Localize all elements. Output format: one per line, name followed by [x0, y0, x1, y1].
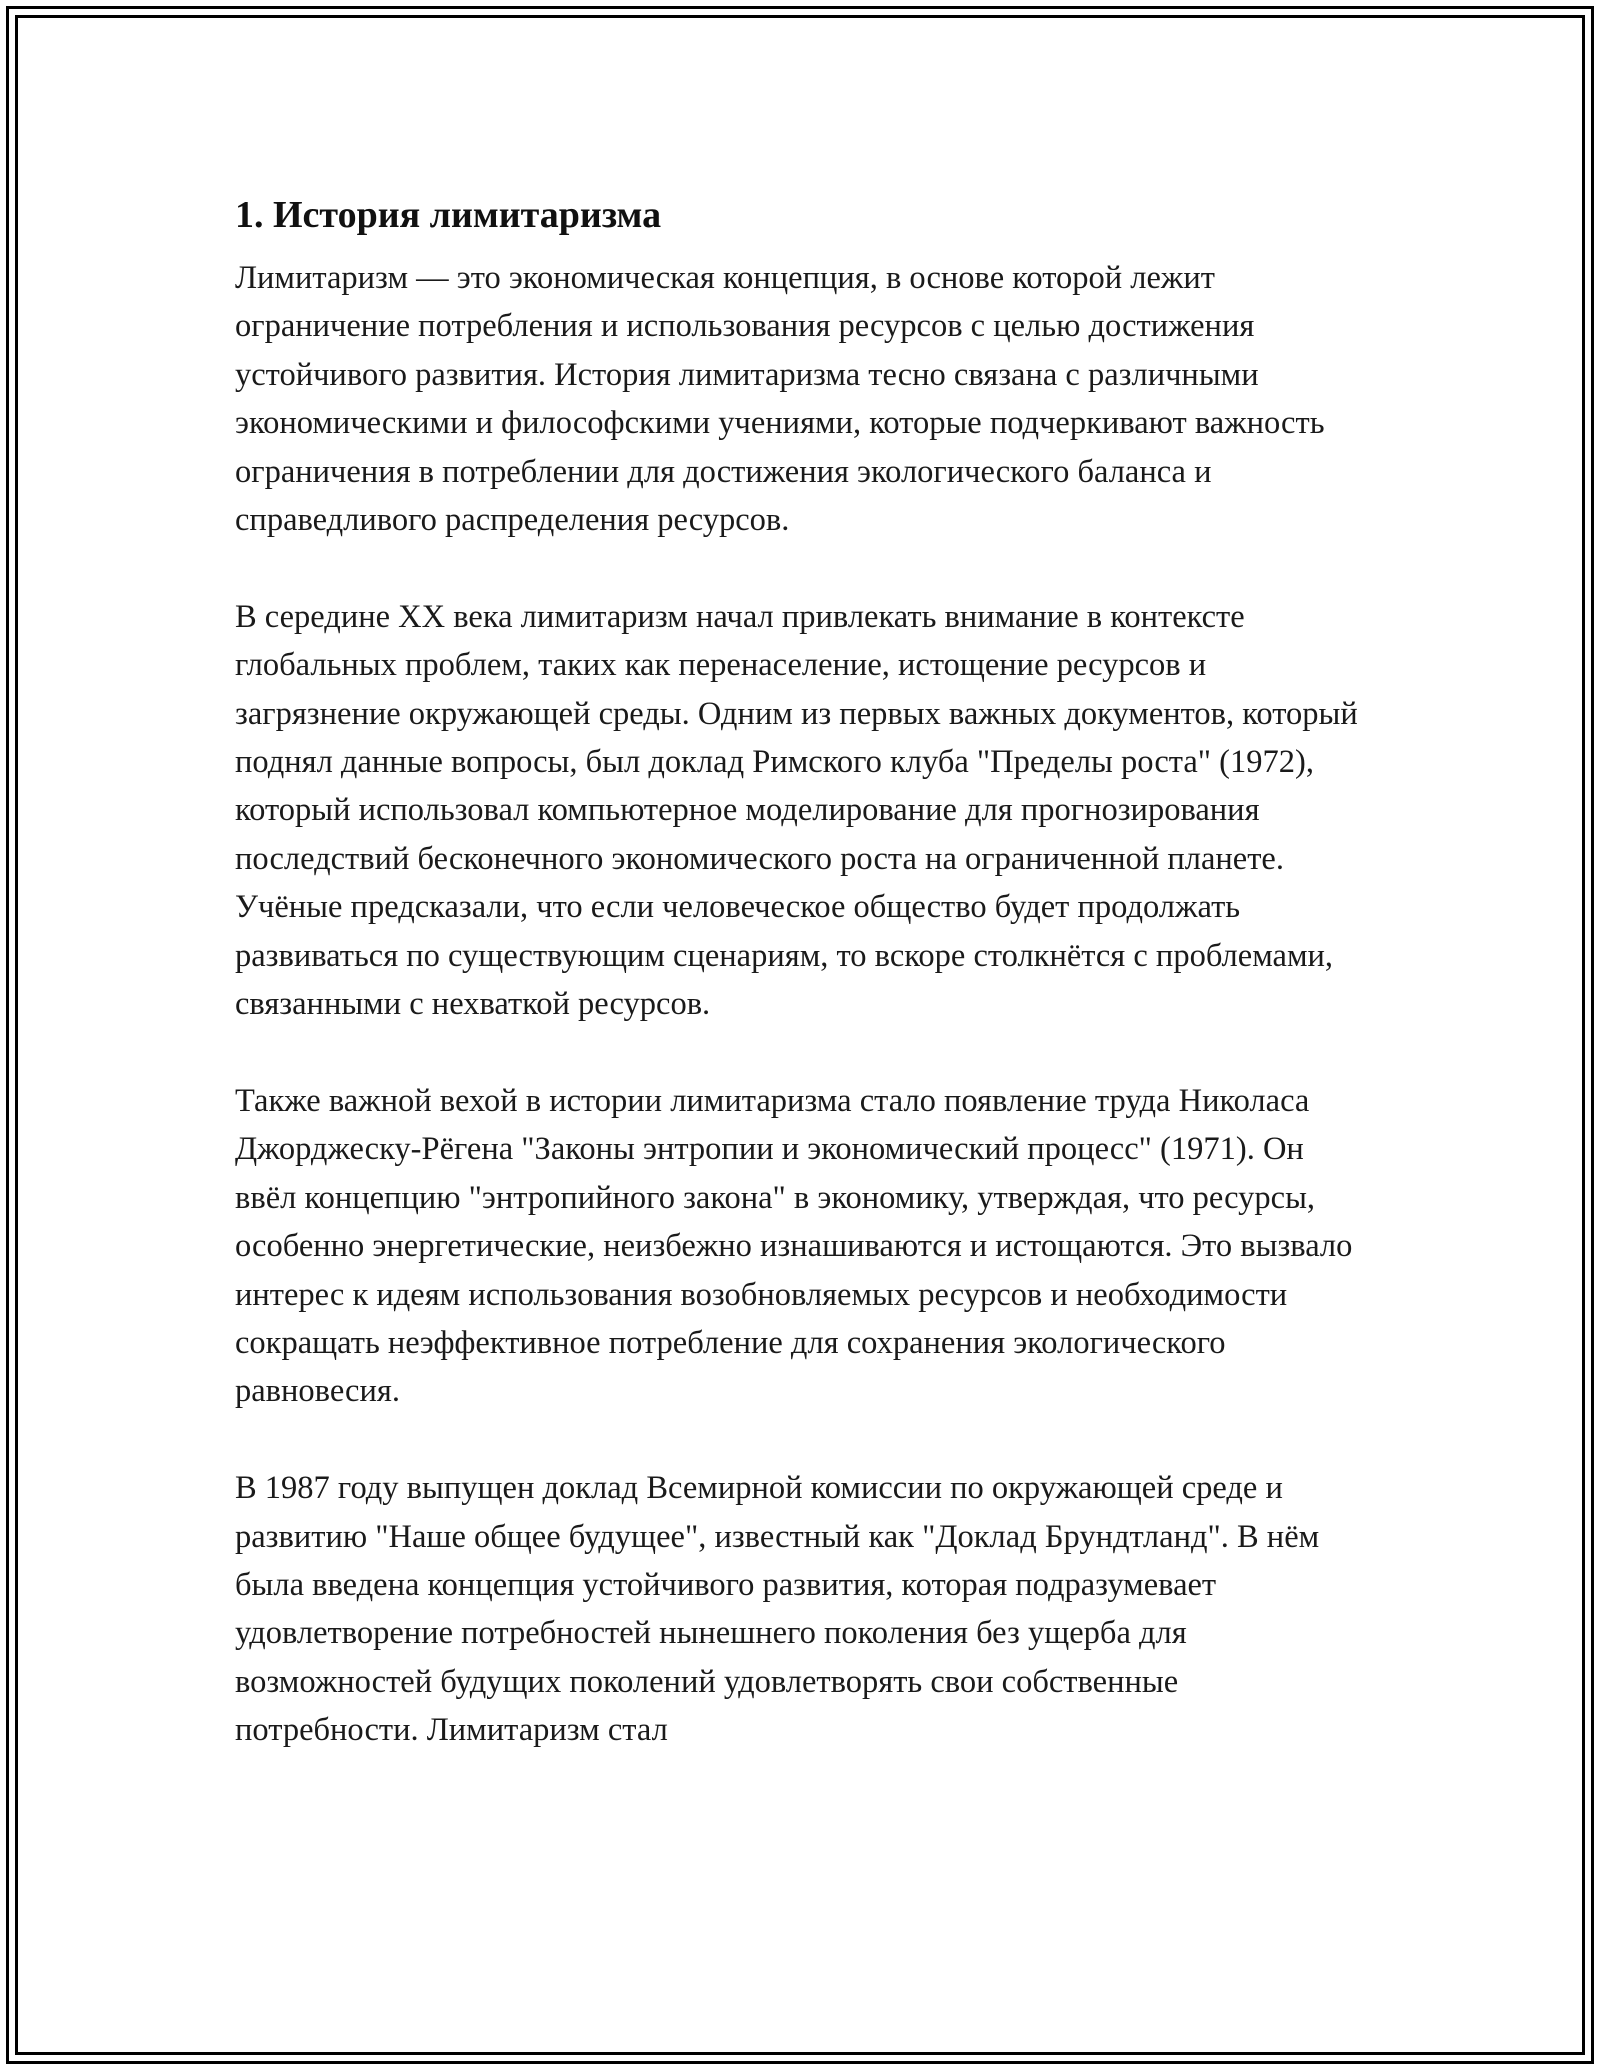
paragraph-4: В 1987 году выпущен доклад Всемирной комиссии по окружающей среде и развитию "Наше общее будущее", известный как "Доклад Брундтланд". В нём была введена концепция устойчивого развития, которая подразумевает удовлетворение потребностей нынешнего поколения без ущерба для возможностей будущих поколений удовлетворять свои собственные потребности. Лимитаризм стал — [235, 1470, 1320, 1749]
document-page — [235, 186, 1365, 1803]
paragraph-3: Также важной вехой в истории лимитаризма стало появление труда Николаса Джорджеску-Рёгена "Законы энтропии и экономический процесс" (1971). Он ввёл концепцию "энтропийного закона" в экономику, утверждая, что ресурсы, особенно энергетические, неизбежно изнашиваются и истощаются. Это вызвало интерес к идеям использования возобновляемых ресурсов и необходимости сокращать неэффективное потребление для сохранения экологического равновесия. — [235, 1082, 1353, 1410]
section-heading: 1. История лимитаризма — [235, 194, 662, 236]
paragraph-1: Лимитаризм — это экономическая концепция, в основе которой лежит ограничение потребления и использования ресурсов с целью достижения устойчивого развития. История лимитаризма тесно связана с различными экономическими и философскими учениями, которые подчеркивают важность ограничения в потреблении для достижения экологического баланса и справедливого распределения ресурсов. — [235, 260, 1325, 539]
paragraph-2: В середине XX века лимитаризм начал привлекать внимание в контексте глобальных проблем, таких как перенаселение, истощение ресурсов и загрязнение окружающей среды. Одним из первых важных документов, который поднял данные вопросы, был доклад Римского клуба "Пределы роста" (1972), который использовал компьютерное моделирование для прогнозирования последствий бесконечного экономического роста на ограниченной планете. Учёные предсказали, что если человеческое общество будет продолжать развиваться по существующим сценариям, то вскоре столкнётся с проблемами, связанными с нехваткой ресурсов. — [235, 598, 1358, 1023]
